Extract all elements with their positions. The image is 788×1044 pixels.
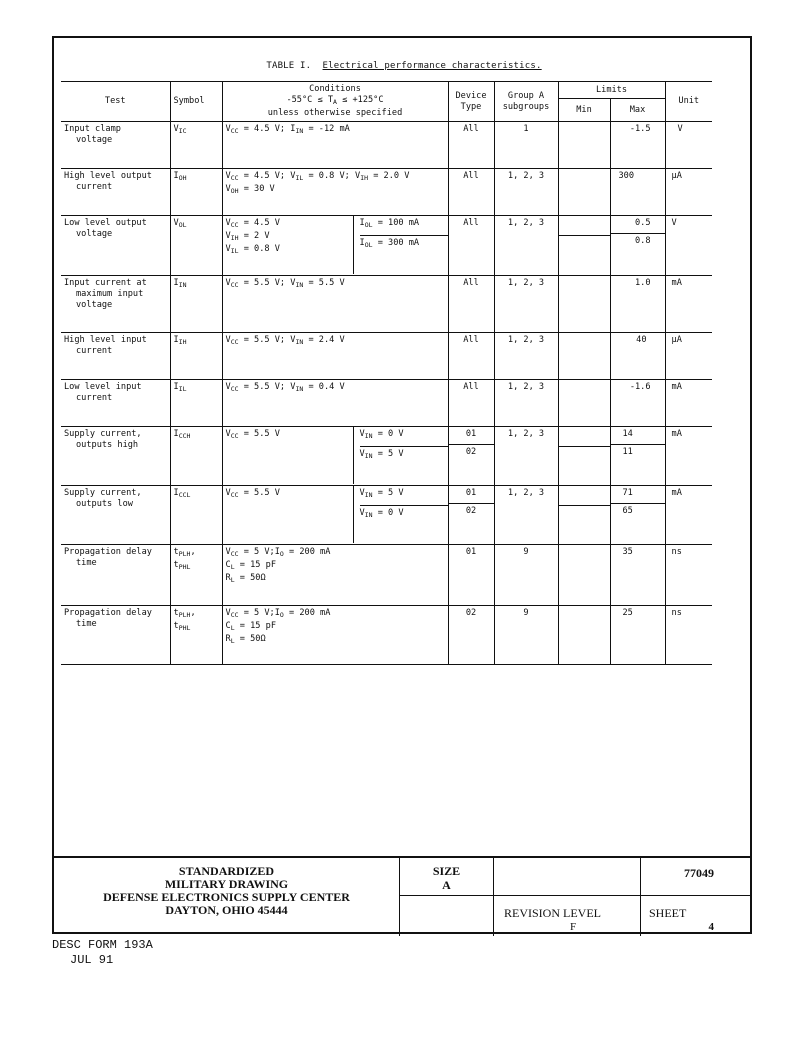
table-row xyxy=(61,427,712,486)
form-identifier xyxy=(52,938,153,968)
test-cell xyxy=(61,606,170,665)
limit-min xyxy=(558,486,610,545)
cond-text: = 5 V;I xyxy=(238,547,280,557)
cond-sub: O xyxy=(279,611,284,619)
limit-min xyxy=(558,169,610,216)
cond-sub: IN xyxy=(295,127,304,135)
header-conditions-l2: -55°C ≤ T xyxy=(286,95,334,105)
cond-text: = 100 mA xyxy=(372,218,420,228)
cond-text: = 5.5 V xyxy=(303,278,345,288)
table-row xyxy=(61,276,712,333)
cond-text: = 5.5 V xyxy=(238,488,280,498)
test-cell xyxy=(61,216,170,276)
table-caption-title: Electrical performance characteristics. xyxy=(322,61,542,71)
symbol-cell xyxy=(170,122,222,169)
limit-max: 25 xyxy=(610,606,665,665)
cond-sub: IN xyxy=(364,432,373,440)
symbol-cell xyxy=(170,169,222,216)
limit-max-a: 71 xyxy=(622,488,633,498)
test-cell xyxy=(61,486,170,545)
test-cell xyxy=(61,545,170,606)
cond-text: = 15 pF xyxy=(234,621,277,631)
limit-min xyxy=(558,333,610,380)
table-row xyxy=(61,333,712,380)
device-type: All xyxy=(448,169,494,216)
header-device-type: Device Type xyxy=(448,82,494,122)
unit: ns xyxy=(665,545,712,606)
symbol: I xyxy=(173,429,179,439)
cond-sub: IL xyxy=(230,247,239,255)
header-conditions-l3: unless otherwise specified xyxy=(267,108,403,118)
cond-sub: L xyxy=(230,637,235,645)
cond-text: = 5.5 V; V xyxy=(238,382,296,392)
header-test: Test xyxy=(61,82,170,122)
device-type-a: 01 xyxy=(465,429,477,439)
symbol: I xyxy=(173,488,179,498)
conditions-cell: $V_{CC} = 5.5$ V $V_{IN} = 5$ V $V_{IN} = 0$ V xyxy=(222,486,448,545)
size-label: SIZE xyxy=(432,864,461,878)
device-type: All xyxy=(448,216,494,276)
revision-cell xyxy=(493,896,640,936)
org-line: DAYTON, OHIO 45444 xyxy=(165,903,288,917)
limit-max: 35 xyxy=(610,545,665,606)
symbol-cell: $t_{PLH}$, $t_{PHL}$ xyxy=(170,545,222,606)
limit-max xyxy=(610,427,665,486)
group-a: 1, 2, 3 xyxy=(494,216,558,276)
symbol: I xyxy=(173,382,179,392)
symbol-sub: OH xyxy=(178,174,187,182)
cond-text: = 15 pF xyxy=(234,560,277,570)
conditions-cell: $V_{CC} = 4.5$ V $V_{IH} = 2$ V $V_{IL} = 0.8$ V $I_{OL} = 100$ mA $I_{OL} = 300$ mA xyxy=(222,216,448,276)
unit: ns xyxy=(665,606,712,665)
cond-sub: CC xyxy=(230,281,239,289)
device-type: 02 xyxy=(448,606,494,665)
test-name: Low level output xyxy=(64,218,147,228)
test-name: Low level input xyxy=(64,382,142,392)
test-cell xyxy=(61,169,170,216)
limit-min xyxy=(558,427,610,486)
unit: μA xyxy=(665,333,712,380)
cond-sub: OL xyxy=(364,241,373,249)
device-type-b: 02 xyxy=(449,444,494,458)
symbol-sub: IC xyxy=(178,127,187,135)
size-value: A xyxy=(442,878,451,892)
cond-sub: IH xyxy=(360,174,369,182)
cond-text: = 4.5 V; V xyxy=(238,171,296,181)
cond-text: = 5 V;I xyxy=(238,608,280,618)
test-name-cont: current xyxy=(76,393,113,403)
limit-max-b: 65 xyxy=(611,503,665,517)
conditions-cell: $V_{CC} = 5.5$ V $V_{IN} = 0$ V $V_{IN} = 5$ V xyxy=(222,427,448,486)
symbol: V xyxy=(173,124,179,134)
cond-text: = 5 V xyxy=(372,488,404,498)
test-name: Propagation delay xyxy=(64,608,152,618)
unit: V xyxy=(665,216,712,276)
cond-text: = 4.5 V; I xyxy=(238,124,296,134)
test-name-cont: voltage xyxy=(76,229,113,239)
test-name-cont: current xyxy=(76,346,113,356)
table-row xyxy=(61,169,712,216)
cond-text: = 0.8 V; V xyxy=(303,171,361,181)
test-name: High level output xyxy=(64,171,152,181)
org-line: DEFENSE ELECTRONICS SUPPLY CENTER xyxy=(103,890,350,904)
limit-max-a: 0.5 xyxy=(634,218,651,228)
cond-sub: CC xyxy=(230,221,239,229)
conditions-cell: $V_{CC} = 5$ $V;I_O = 200$ mA $C_L = 15$ pF $R_L = 50\Omega$ xyxy=(222,545,448,606)
device-type-a: 01 xyxy=(465,488,477,498)
cond-text: = 0 V xyxy=(372,508,404,518)
test-cell xyxy=(61,380,170,427)
limit-max xyxy=(610,486,665,545)
cond-text: = 0 V xyxy=(372,429,404,439)
test-name-cont: time xyxy=(76,558,97,568)
symbol: I xyxy=(173,335,179,345)
cond-text: = 300 mA xyxy=(372,238,420,248)
cond-text: = 5.5 V xyxy=(238,429,280,439)
cond-sub: IN xyxy=(295,385,304,393)
group-a: 1, 2, 3 xyxy=(494,169,558,216)
cond-sub: IN xyxy=(364,452,373,460)
header-max: Max xyxy=(610,99,665,122)
cond-sub: IN xyxy=(295,338,304,346)
header-unit: Unit xyxy=(665,82,712,122)
device-type: All xyxy=(448,276,494,333)
symbol-sub: PHL xyxy=(178,563,191,571)
limit-max-b: 11 xyxy=(611,444,665,458)
test-name-cont: outputs low xyxy=(76,499,133,509)
limit-max xyxy=(610,216,665,276)
title-block xyxy=(54,856,750,936)
test-cell xyxy=(61,333,170,380)
cond-sub: IN xyxy=(364,491,373,499)
cond-text: = -12 mA xyxy=(303,124,350,134)
group-a: 1, 2, 3 xyxy=(494,333,558,380)
symbol-cell xyxy=(170,427,222,486)
cond-sub: OL xyxy=(364,221,373,229)
test-cell xyxy=(61,276,170,333)
test-name: Propagation delay xyxy=(64,547,152,557)
symbol-sub: IL xyxy=(178,385,187,393)
conditions-cell: $V_{CC} = 4.5$ V; $I_{IN} = -12$ mA xyxy=(222,122,448,169)
revision-label: REVISION LEVEL xyxy=(504,906,601,920)
form-id-line: DESC FORM 193A xyxy=(52,938,153,952)
table-caption xyxy=(54,61,754,71)
unit: mA xyxy=(665,380,712,427)
drawing-number: 77049 xyxy=(640,858,750,896)
cond-sub: OH xyxy=(230,187,239,195)
test-name: Supply current, xyxy=(64,488,142,498)
blank-cell xyxy=(399,896,493,936)
symbol-cell xyxy=(170,333,222,380)
limit-max: -1.5 xyxy=(610,122,665,169)
electrical-characteristics-table xyxy=(61,81,712,665)
drawing-frame xyxy=(52,36,752,934)
header-conditions-l2-sub: A xyxy=(333,98,337,106)
cond-sub: IN xyxy=(295,281,304,289)
org-line: STANDARDIZED xyxy=(178,864,275,878)
table-row xyxy=(61,380,712,427)
symbol-cell xyxy=(170,486,222,545)
symbol-cell xyxy=(170,216,222,276)
limit-min xyxy=(558,216,610,276)
cond-sub: CC xyxy=(230,550,239,558)
cond-sub: L xyxy=(230,624,235,632)
test-name-cont: time xyxy=(76,619,97,629)
symbol-sub: IH xyxy=(178,338,187,346)
unit: mA xyxy=(665,276,712,333)
header-symbol: Symbol xyxy=(170,82,222,122)
test-name: Input current at xyxy=(64,278,147,288)
test-name-cont: outputs high xyxy=(76,440,139,450)
unit: mA xyxy=(665,427,712,486)
revision-value: F xyxy=(569,921,577,933)
test-cell xyxy=(61,427,170,486)
conditions-cell: $V_{CC} = 5.5$ V; $V_{IN} = 0.4$ V xyxy=(222,380,448,427)
cond-text: = 2.4 V xyxy=(303,335,345,345)
device-type xyxy=(448,486,494,545)
device-type: 01 xyxy=(448,545,494,606)
sheet-value: 4 xyxy=(708,921,714,933)
table-row xyxy=(61,545,712,606)
group-a: 1 xyxy=(494,122,558,169)
unit: μA xyxy=(665,169,712,216)
table-row xyxy=(61,486,712,545)
cond-sub: IH xyxy=(230,234,239,242)
header-min: Min xyxy=(558,99,610,122)
cond-text: = 50Ω xyxy=(234,634,266,644)
header-conditions xyxy=(222,82,448,122)
organization-block xyxy=(54,858,399,936)
device-type: All xyxy=(448,122,494,169)
device-type xyxy=(448,427,494,486)
table-caption-prefix: TABLE I. xyxy=(266,61,312,71)
form-id-date: JUL 91 xyxy=(70,953,114,967)
sheet-label: SHEET xyxy=(649,906,687,920)
cond-sub: IL xyxy=(295,174,304,182)
symbol-sub: CCL xyxy=(178,491,191,499)
cond-text: = 50Ω xyxy=(234,573,266,583)
test-name-cont: maximum input xyxy=(76,289,144,299)
cond-sub: O xyxy=(279,550,284,558)
header-limits: Limits xyxy=(558,82,665,99)
blank-cell xyxy=(493,858,640,896)
cond-sub: CC xyxy=(230,432,239,440)
limit-min xyxy=(558,545,610,606)
symbol-sub: CCH xyxy=(178,432,191,440)
symbol-cell: $t_{PLH}$, $t_{PHL}$ xyxy=(170,606,222,665)
group-a: 9 xyxy=(494,606,558,665)
conditions-cell: $V_{CC} = 5$ $V;I_O = 200$ mA $C_L = 15$ pF $R_L = 50\Omega$ xyxy=(222,606,448,665)
cond-text: = 2.0 V xyxy=(368,171,410,181)
cond-text: = 200 mA xyxy=(283,547,331,557)
test-name-cont: current xyxy=(76,182,113,192)
symbol: I xyxy=(173,171,179,181)
limit-min xyxy=(558,380,610,427)
limit-min xyxy=(558,276,610,333)
cond-sub: CC xyxy=(230,338,239,346)
cond-text: = 5.5 V; V xyxy=(238,278,296,288)
group-a: 1, 2, 3 xyxy=(494,486,558,545)
size-cell xyxy=(399,858,493,896)
test-cell xyxy=(61,122,170,169)
header-conditions-l1: Conditions xyxy=(309,84,361,94)
org-line: MILITARY DRAWING xyxy=(164,877,289,891)
cond-text: = 5 V xyxy=(372,449,404,459)
conditions-cell: $V_{CC} = 5.5$ V; $V_{IN} = 2.4$ V xyxy=(222,333,448,380)
device-type: All xyxy=(448,380,494,427)
cond-sub: CC xyxy=(230,611,239,619)
cond-text: = 200 mA xyxy=(283,608,331,618)
symbol-sub: PHL xyxy=(178,624,191,632)
test-name: Supply current, xyxy=(64,429,142,439)
header-conditions-l2-end: ≤ +125°C xyxy=(336,95,384,105)
cond-sub: L xyxy=(230,576,235,584)
limit-min xyxy=(558,122,610,169)
symbol-cell xyxy=(170,276,222,333)
symbol: V xyxy=(173,218,179,228)
header-group-a: Group A subgroups xyxy=(494,82,558,122)
cond-text: = 5.5 V; V xyxy=(238,335,296,345)
group-a: 1, 2, 3 xyxy=(494,380,558,427)
limit-max: 40 xyxy=(610,333,665,380)
conditions-cell: $V_{CC} = 4.5$ V; $V_{IL} = 0.8$ V; $V_{IH} = 2.0$ V $V_{OH} = 30$ V xyxy=(222,169,448,216)
symbol-sub: PLH xyxy=(178,611,191,619)
symbol-sub: OL xyxy=(178,221,187,229)
cond-text: = 0.8 V xyxy=(238,244,280,254)
limit-max-a: 14 xyxy=(622,429,633,439)
cond-sub: IN xyxy=(364,511,373,519)
group-a: 9 xyxy=(494,545,558,606)
cond-sub: CC xyxy=(230,127,239,135)
test-name-cont: voltage xyxy=(76,135,113,145)
device-type-b: 02 xyxy=(449,503,494,517)
cond-text: = 2 V xyxy=(238,231,270,241)
limit-max: 300 xyxy=(610,169,665,216)
table-row xyxy=(61,122,712,169)
limit-min xyxy=(558,606,610,665)
unit: V xyxy=(665,122,712,169)
cond-sub: CC xyxy=(230,174,239,182)
group-a: 1, 2, 3 xyxy=(494,427,558,486)
symbol-cell xyxy=(170,380,222,427)
cond-text: = 30 V xyxy=(238,184,275,194)
cond-text: = 4.5 V xyxy=(238,218,280,228)
cond-sub: CC xyxy=(230,385,239,393)
cond-sub: L xyxy=(230,563,235,571)
conditions-cell: $V_{CC} = 5.5$ V; $V_{IN} = 5.5$ V xyxy=(222,276,448,333)
cond-sub: CC xyxy=(230,491,239,499)
test-name: High level input xyxy=(64,335,147,345)
symbol: I xyxy=(173,278,179,288)
symbol-sub: PLH xyxy=(178,550,191,558)
test-name: Input clamp xyxy=(64,124,121,134)
group-a: 1, 2, 3 xyxy=(494,276,558,333)
test-name-cont: voltage xyxy=(76,300,113,310)
unit: mA xyxy=(665,486,712,545)
table-row xyxy=(61,606,712,665)
table-row xyxy=(61,216,712,276)
sheet-cell xyxy=(640,896,750,936)
device-type: All xyxy=(448,333,494,380)
limit-max-b: 0.8 xyxy=(611,233,665,247)
limit-max: -1.6 xyxy=(610,380,665,427)
cond-text: = 0.4 V xyxy=(303,382,345,392)
symbol-sub: IN xyxy=(178,281,187,289)
limit-max: 1.0 xyxy=(610,276,665,333)
